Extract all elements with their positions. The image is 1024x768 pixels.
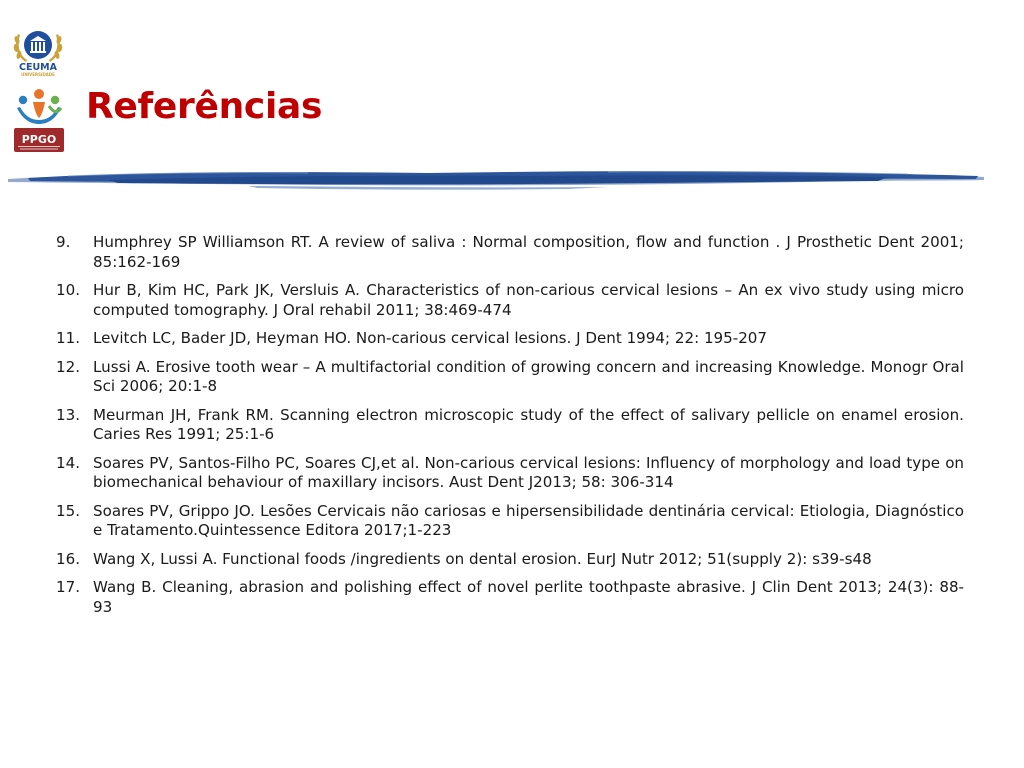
reference-text: Wang X, Lussi A. Functional foods /ingredients on dental erosion. EurJ Nutr 2012; 51(supply 2): s39-s48: [93, 549, 872, 568]
reference-text: Meurman JH, Frank RM. Scanning electron microscopic study of the effect of salivary pellicle on enamel erosion. Caries Res 1991; 25:1-6: [93, 405, 964, 443]
reference-text: Humphrey SP Williamson RT. A review of saliva : Normal composition, flow and function . J Prosthetic Dent 2001; 85:162-169: [93, 233, 964, 271]
reference-list: [56, 233, 964, 626]
ppgo-logo: [9, 86, 69, 156]
header-divider: [8, 166, 984, 194]
reference-text: Wang B. Cleaning, abrasion and polishing effect of novel perlite toothpaste abrasive. J Clin Dent 2013; 24(3): 88-93: [93, 578, 964, 616]
ppgo-logo-text: PPGO: [21, 133, 57, 146]
reference-number: 16.: [56, 549, 81, 568]
page-title: Referências: [86, 86, 323, 127]
reference-item: [56, 550, 964, 570]
reference-number: 13.: [56, 405, 81, 424]
reference-text: Lussi A. Erosive tooth wear – A multifactorial condition of growing concern and increasing Knowledge. Monogr Oral Sci 2006; 20:1-8: [93, 357, 964, 395]
reference-item: [56, 329, 964, 349]
reference-text: Hur B, Kim HC, Park JK, Versluis A. Characteristics of non-carious cervical lesions – An ex vivo study using micro computed tomography. J Oral rehabil 2011; 38:469-474: [93, 281, 964, 319]
ceuma-logo-text: CEUMA: [19, 62, 57, 73]
reference-number: 11.: [56, 329, 81, 347]
reference-item: [56, 578, 964, 617]
reference-text: Levitch LC, Bader JD, Heyman HO. Non-carious cervical lesions. J Dent 1994; 22: 195-207: [93, 329, 768, 347]
reference-text: Soares PV, Santos-Filho PC, Soares CJ,et al. Non-carious cervical lesions: Influency of morphology and load type on biomechanical behaviour of maxillary incisors. Aust Dent J2013; 58: 306-314: [93, 453, 964, 491]
ceuma-logo: [10, 22, 66, 78]
reference-number: 9.: [56, 233, 71, 251]
reference-number: 10.: [56, 281, 81, 299]
reference-item: [56, 233, 964, 272]
reference-item: [56, 281, 964, 320]
reference-item: [56, 406, 964, 445]
ceuma-logo-subtext: UNIVERSIDADE: [21, 72, 55, 77]
reference-number: 14.: [56, 453, 81, 472]
reference-text: Soares PV, Grippo JO. Lesões Cervicais não cariosas e hipersensibilidade dentinária cervical: Etiologia, Diagnóstico e Tratamento.Quintessence Editora 2017;1-223: [93, 501, 964, 539]
reference-item: [56, 454, 964, 493]
reference-item: [56, 502, 964, 541]
reference-item: [56, 358, 964, 397]
reference-number: 17.: [56, 578, 81, 596]
reference-number: 12.: [56, 357, 81, 376]
reference-number: 15.: [56, 501, 81, 520]
